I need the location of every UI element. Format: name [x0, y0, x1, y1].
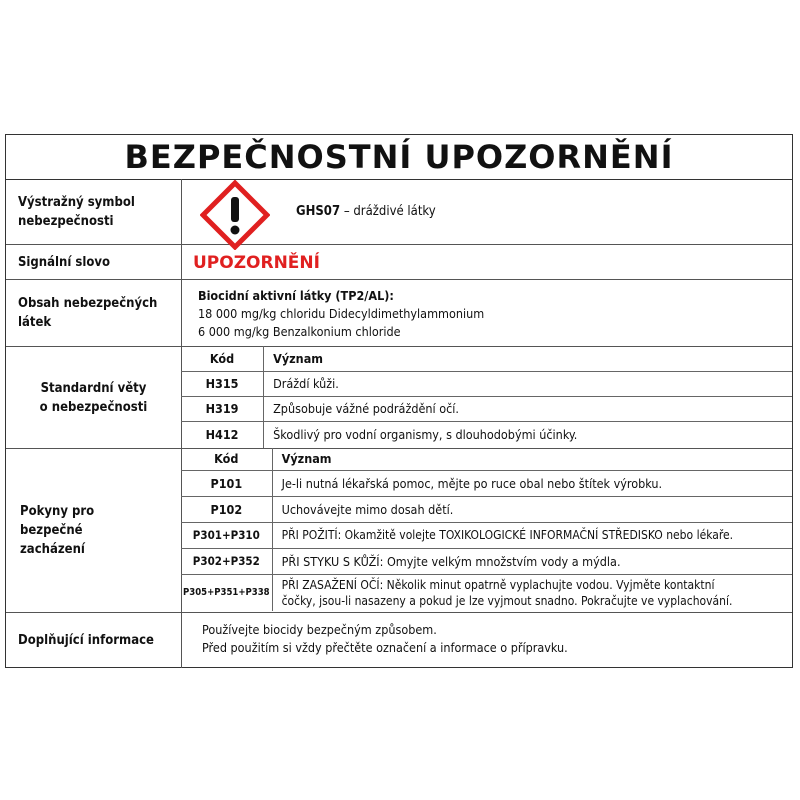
ghs-description: – dráždivé látky [343, 204, 436, 219]
table-row: P301+P310 PŘI POŽITÍ: Okamžitě volejte TOXIKOLOGICKÉ INFORMAČNÍ STŘEDISKO nebo lékaře. [181, 522, 792, 548]
exclamation-mark-icon [200, 180, 270, 250]
table-row: P302+P352 PŘI STYKU S KŮŽÍ: Omyjte velkým množstvím vody a mýdla. [181, 548, 792, 574]
hazard-table [181, 346, 792, 448]
safety-label [5, 134, 793, 668]
substances-content [198, 287, 484, 341]
meaning-header: Význam [272, 448, 792, 470]
precaution-label: Pokyny pro bezpečné zacházení [20, 504, 95, 557]
additional-content [202, 621, 568, 657]
signal-label: Signální slovo [18, 254, 111, 270]
additional-label: Doplňující informace [18, 633, 154, 648]
substances-heading: Biocidní aktivní látky (TP2/AL): [198, 288, 394, 303]
hazard-label: Standardní věty o nebezpečnosti [39, 380, 148, 415]
substance-line: 18 000 mg/kg chloridu Didecyldimethylammonium [198, 306, 485, 321]
ghs-text [296, 204, 436, 219]
code-header: Kód [181, 346, 264, 371]
code-header: Kód [181, 448, 272, 470]
meaning-header: Význam [264, 346, 792, 371]
additional-line: Používejte biocidy bezpečným způsobem. [202, 622, 437, 637]
table-row: P305+P351+P338 PŘI ZASAŽENÍ OČÍ: Několik minut opatrně vyplachujte vodou. Vyjměte kontaktní čočky, jsou-li nasazeny a pokud je lze vyjmout snadno. Pokračujte ve vyplachování. [181, 574, 792, 611]
precaution-table [181, 448, 792, 611]
ghs-code: GHS07 [296, 204, 341, 219]
signal-word: UPOZORNĚNÍ [193, 253, 320, 273]
table-row: H319 Způsobuje vážné podráždění očí. [181, 396, 792, 421]
table-row: H412 Škodlivý pro vodní organismy, s dlouhodobými účinky. [181, 421, 792, 448]
table-row: H315 Dráždí kůži. [181, 371, 792, 396]
substances-label: Obsah nebezpečných látek [18, 296, 158, 330]
table-row [181, 448, 792, 470]
table-row: P101 Je-li nutná lékařská pomoc, mějte po ruce obal nebo štítek výrobku. [181, 470, 792, 496]
table-row [181, 346, 792, 371]
substance-line: 6 000 mg/kg Benzalkonium chloride [198, 324, 401, 339]
page-title: BEZPEČNOSTNÍ UPOZORNĚNÍ [6, 135, 792, 180]
additional-line: Před použitím si vždy přečtěte označení a informace o přípravku. [202, 640, 568, 655]
table-row: P102 Uchovávejte mimo dosah dětí. [181, 496, 792, 522]
symbol-label: Výstražný symbol nebezpečnosti [18, 195, 135, 229]
